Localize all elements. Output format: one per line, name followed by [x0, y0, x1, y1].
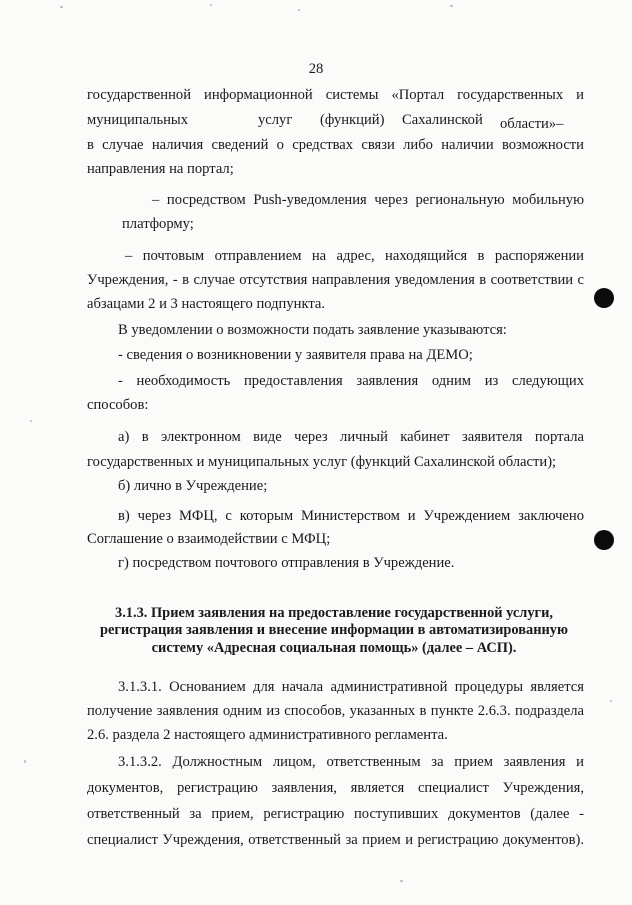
- text-line: области»–: [500, 116, 564, 132]
- text-line: – посредством Push-уведомления через региональную мобильную: [152, 192, 584, 208]
- scan-speck: [610, 700, 612, 702]
- text-line: направления на портал;: [87, 161, 234, 177]
- text-line: 3.1.3.1. Основанием для начала административной процедуры является: [118, 679, 584, 695]
- text-line: (функций): [320, 112, 385, 128]
- text-line: Сахалинской: [402, 112, 483, 128]
- section-heading: [86, 605, 582, 657]
- text-line: Соглашение о взаимодействии с МФЦ;: [87, 531, 331, 547]
- text-line: - сведения о возникновении у заявителя права на ДЕМО;: [118, 347, 473, 363]
- scan-speck: [210, 4, 212, 6]
- text-line: г) посредством почтового отправления в Учреждение.: [118, 555, 455, 571]
- scan-speck: [30, 420, 32, 422]
- heading-line: регистрация заявления и внесение информации в автоматизированную: [99, 622, 569, 639]
- text-line: документов, регистрацию заявления, является специалист Учреждения,: [87, 780, 584, 796]
- text-line: – почтовым отправлением на адрес, находящийся в распоряжении: [125, 248, 584, 264]
- scan-speck: [400, 880, 403, 882]
- scan-speck: [298, 9, 300, 11]
- scan-speck: [450, 5, 453, 7]
- text-line: абзацами 2 и 3 настоящего подпункта.: [87, 296, 326, 312]
- text-line: платформу;: [122, 216, 194, 232]
- binder-hole: [594, 288, 614, 308]
- scan-speck: [60, 6, 63, 8]
- text-line: в случае наличия сведений о средствах связи либо наличии возможности: [87, 137, 584, 153]
- text-line: услуг: [258, 112, 293, 128]
- text-line: В уведомлении о возможности подать заявление указываются:: [118, 322, 507, 338]
- text-line: Учреждения, - в случае отсутствия направления уведомления в соответствии с: [87, 272, 584, 288]
- text-line: получение заявления одним из способов, указанных в пункте 2.6.3. подраздела: [87, 703, 584, 719]
- heading-line: 3.1.3. Прием заявления на предоставление государственной услуги,: [115, 605, 553, 621]
- text-line: муниципальных: [87, 112, 189, 128]
- text-line: 3.1.3.2. Должностным лицом, ответственным за прием заявления и: [118, 754, 584, 770]
- text-line: ответственный за прием, регистрацию поступивших документов (далее -: [87, 806, 584, 822]
- heading-line: систему «Адресная социальная помощь» (далее – АСП).: [151, 639, 517, 656]
- text-line: государственной информационной системы «Портал государственных и: [87, 87, 584, 103]
- text-line: способов:: [87, 397, 149, 413]
- binder-hole: [594, 530, 614, 550]
- text-line: б) лично в Учреждение;: [118, 478, 268, 494]
- text-line: 2.6. раздела 2 настоящего административного регламента.: [87, 727, 448, 743]
- text-line: - необходимость предоставления заявления одним из следующих: [118, 373, 584, 389]
- page-number: 28: [308, 61, 324, 77]
- text-line: а) в электронном виде через личный кабинет заявителя портала: [118, 429, 584, 445]
- text-line: специалист Учреждения, ответственный за прием и регистрацию документов).: [87, 832, 584, 848]
- scan-speck: [24, 760, 26, 763]
- text-line: государственных и муниципальных услуг (функций Сахалинской области);: [87, 454, 557, 470]
- text-line: в) через МФЦ, с которым Министерством и Учреждением заключено: [118, 508, 584, 524]
